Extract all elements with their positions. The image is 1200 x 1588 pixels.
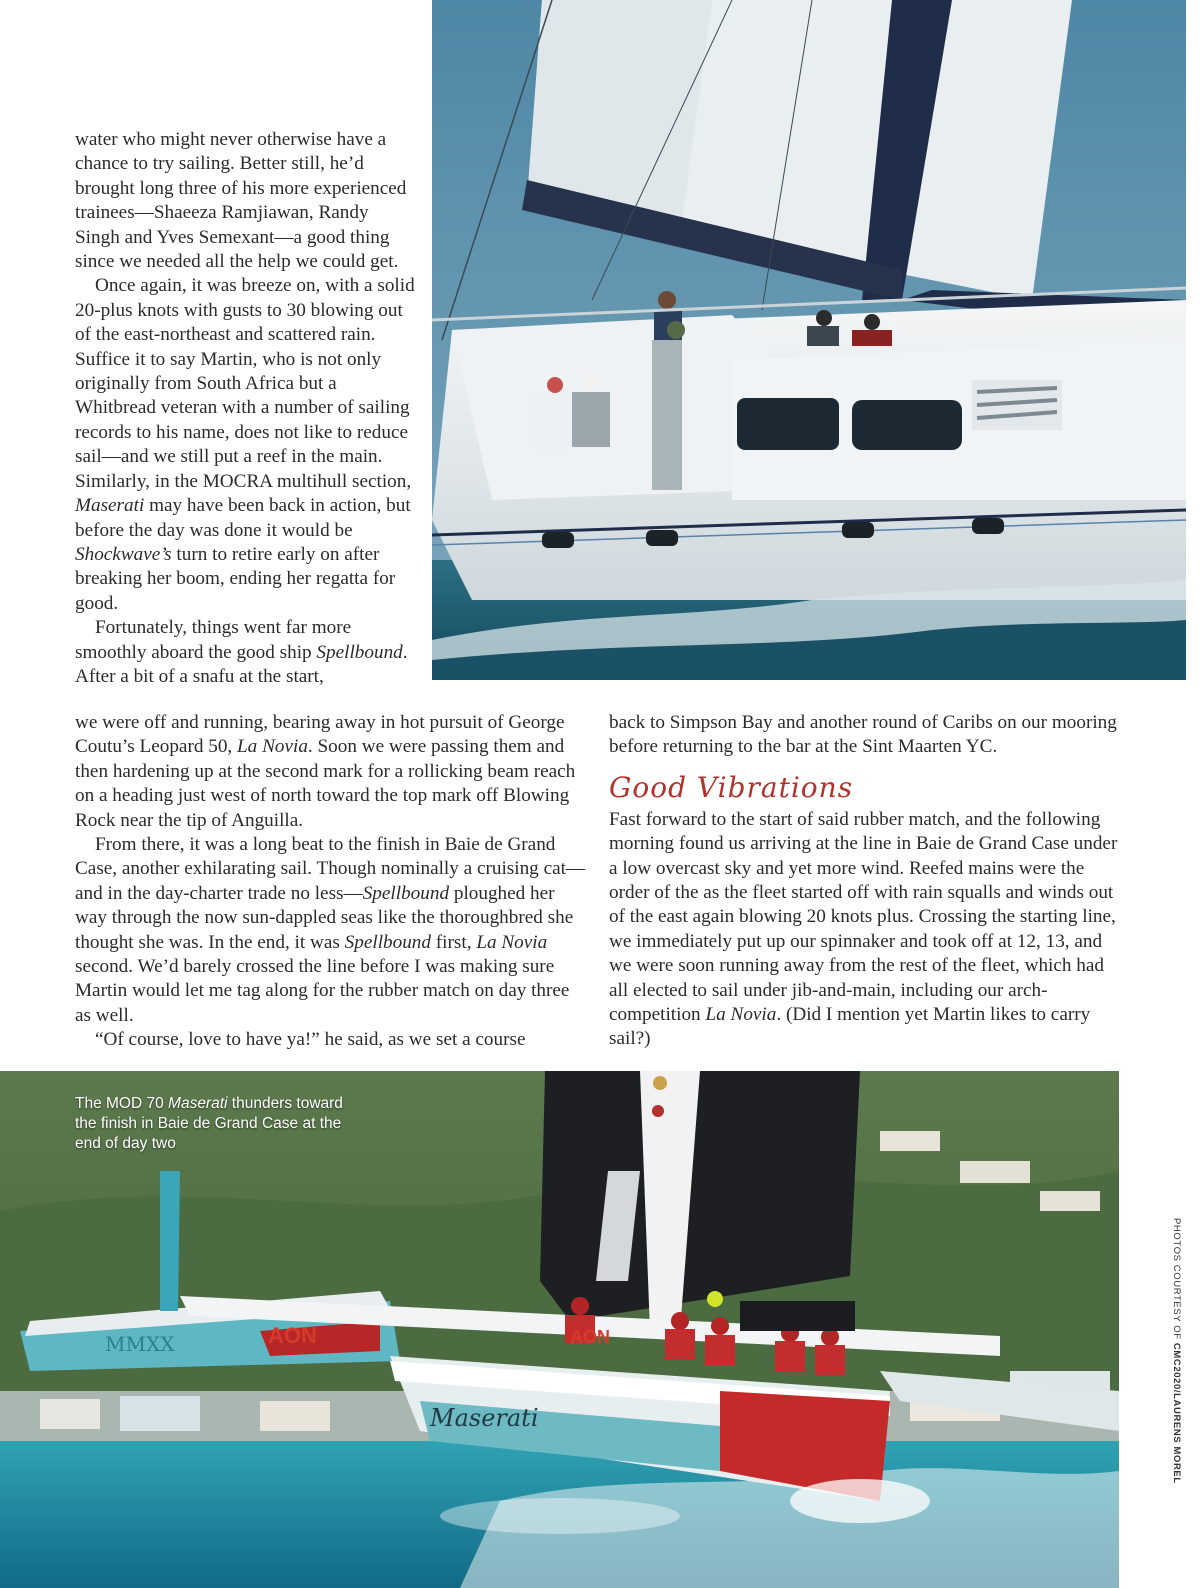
boat-name-spellbound-3: Spellbound — [344, 931, 431, 953]
paragraph-beat-text-b: ploughed her way through the now sun-dappled seas like the thoroughbred she thought she was. In the end, it was — [75, 882, 574, 953]
boat-name-la-novia: La Novia — [237, 736, 308, 758]
photo-caption-boat: Maserati — [168, 1095, 228, 1112]
paragraph-breeze-text-b: may have been back in action, but before the day was done it would be — [75, 495, 411, 541]
hull-text-aon-beam: AON — [570, 1327, 610, 1347]
boat-name-maserati: Maserati — [75, 495, 145, 517]
photo-caption — [75, 1094, 365, 1154]
paragraph-rubber-match-text-b: . (Did I mention yet Martin likes to carry sail?) — [609, 1004, 1091, 1050]
paragraph-breeze-text-c: turn to retire early on after breaking her boom, ending her regatta for good. — [75, 543, 396, 614]
boat-name-spellbound-2: Spellbound — [362, 882, 450, 904]
paragraph-rubber-match-text-a: Fast forward to the start of said rubber match, and the following morning found us arriving at the line in Baie de Grand Case under a low overcast sky and yet more wind. Reefed mains were the order of the as the fleet started off with rain squalls and winds out of the east again blowing 20 knots plus. Crossing the starting line, we immediately put up our spinnaker and took off at 12, 13, and we were soon running away from the rest of the fleet, which had all elected to sail under jib-and-main, including our arch-competition — [609, 808, 1118, 1026]
boat-name-la-novia-3: La Novia — [705, 1004, 777, 1026]
paragraph-beat-text-d: second. We’d barely crossed the line before I was making sure Martin would let me tag along for the rubber match on day three as well. — [75, 956, 570, 1026]
hull-text-aon-float: AON — [268, 1323, 317, 1348]
paragraph-quote: “Of course, love to have ya!” he said, as we set a course — [95, 1029, 526, 1051]
right-text-column — [609, 711, 1119, 1052]
left-text-column — [75, 128, 415, 689]
boat-name-spellbound: Spellbound — [316, 641, 403, 663]
paragraph-pursuit-text-b: . Soon we were passing them and then hardening up at the second mark for a rollicking beam reach on a heading just west of north toward the top mark off Blowing Rock near the tip of Anguilla. — [75, 736, 576, 831]
photo-credit-name: CMC2020/LAURENS MOREL — [1171, 1342, 1182, 1484]
photo-credit — [1171, 1218, 1182, 1484]
photo-catamaran — [432, 0, 1186, 680]
paragraph-fortunately-text-a: Fortunately, things went far more smoothly aboard the good ship — [75, 617, 352, 663]
photo-credit-prefix: PHOTOS COURTESY OF — [1171, 1218, 1182, 1343]
paragraph-pursuit — [75, 711, 587, 833]
paragraph-beat-text-a: From there, it was a long beat to the finish in Baie de Grand Case, another exhilarating sail. Though nominally a cruising cat—and in the day-charter trade no less— — [75, 834, 586, 904]
section-heading: Good Vibrations — [609, 770, 854, 804]
boat-name-la-novia-2: La Novia — [476, 931, 548, 953]
boat-name-shockwave: Shockwave’s — [75, 543, 172, 565]
photo-caption-text-b: thunders toward the finish in Baie de Grand Case at the end of day two — [75, 1095, 343, 1152]
paragraph-breeze-text-a: Once again, it was breeze on, with a solid 20-plus knots with gusts to 30 blowing out of the east-northeast and scattered rain. Suffice it to say Martin, who is not only originally from South Africa but a Whitbread veteran with a number of sailing records to his name, does not like to reduce sail—and we still put a reef in the main. Similarly, in the MOCRA multihull section, — [75, 275, 415, 492]
paragraph-breeze — [75, 274, 415, 616]
paragraph-beat — [75, 833, 587, 1028]
paragraph-rubber-match — [609, 808, 1119, 1052]
paragraph-beat-text-c: first, — [431, 931, 477, 953]
paragraph-intro: water who might never otherwise have a chance to try sailing. Better still, he’d brought long three of his more experienced trainees—Shaeeza Ramjiawan, Randy Singh and Yves Semexant—a good thing since we needed all the help we could get. — [75, 129, 407, 273]
paragraph-simpson-bay: back to Simpson Bay and another round of Caribs on our mooring before returning to the bar at the Sint Maarten YC. — [609, 712, 1117, 758]
catamaran-illustration — [432, 0, 1186, 680]
wide-text-column — [75, 711, 587, 1053]
hull-text-mmxx: MMXX — [105, 1332, 175, 1356]
paragraph-pursuit-text-a: we were off and running, bearing away in hot pursuit of George Coutu’s Leopard 50, — [75, 712, 565, 758]
photo-caption-text-a: The MOD 70 — [75, 1095, 169, 1112]
paragraph-fortunately-text-b: . After a bit of a snafu at the start, — [75, 641, 408, 687]
paragraph-fortunately — [75, 616, 415, 689]
hull-text-maserati: Maserati — [430, 1404, 539, 1432]
